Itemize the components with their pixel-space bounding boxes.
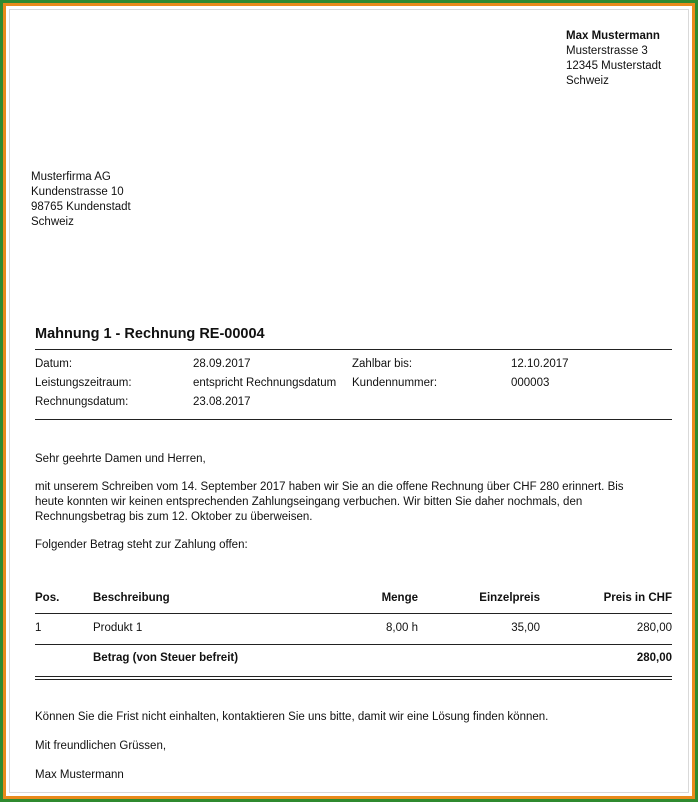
header-total: Preis in CHF xyxy=(603,592,672,604)
sender-street: Musterstrasse 3 xyxy=(566,45,648,57)
sum-label: Betrag (von Steuer befreit) xyxy=(93,652,239,664)
meta-label: Leistungszeitraum: xyxy=(35,377,132,389)
payment-intro: Folgender Betrag steht zur Zahlung offen: xyxy=(35,539,248,551)
invoice-meta xyxy=(35,357,672,414)
letter-paragraph xyxy=(35,480,672,525)
cell-pos: 1 xyxy=(35,622,42,634)
sender-name: Max Mustermann xyxy=(566,30,660,42)
header-unit-price: Einzelpreis xyxy=(479,592,540,604)
meta-value: 23.08.2017 xyxy=(193,396,251,408)
meta-value: 28.09.2017 xyxy=(193,358,251,370)
meta-row xyxy=(35,395,672,414)
paragraph-line: Rechnungsbetrag bis zum 12. Oktober zu überweisen. xyxy=(35,511,313,523)
table-sum-divider-top xyxy=(35,676,672,677)
paragraph-line: heute konnten wir keinen entsprechenden Zahlungseingang verbuchen. Wir bitten Sie daher nochmals, den xyxy=(35,496,583,508)
table-sum-divider-bottom xyxy=(35,679,672,680)
document-title: Mahnung 1 - Rechnung RE-00004 xyxy=(35,326,265,342)
meta-label: Datum: xyxy=(35,358,73,370)
greeting: Mit freundlichen Grüssen, xyxy=(35,740,167,752)
table-row xyxy=(35,621,672,651)
sender-city: 12345 Musterstadt xyxy=(566,60,662,72)
sender-address xyxy=(566,29,661,89)
signature: Max Mustermann xyxy=(35,769,124,781)
recipient-street: Kundenstrasse 10 xyxy=(31,186,124,198)
sum-value: 280,00 xyxy=(636,652,672,664)
meta-row xyxy=(35,357,672,376)
cell-description: Produkt 1 xyxy=(93,622,143,634)
title-divider xyxy=(35,349,672,350)
cell-total: 280,00 xyxy=(636,622,672,634)
header-quantity: Menge xyxy=(381,592,418,604)
recipient-country: Schweiz xyxy=(31,216,74,228)
table-header-row xyxy=(35,591,672,621)
table-row-divider xyxy=(35,644,672,645)
meta-row xyxy=(35,376,672,395)
cell-unit-price: 35,00 xyxy=(511,622,540,634)
meta-label: Zahlbar bis: xyxy=(352,358,413,370)
salutation: Sehr geehrte Damen und Herren, xyxy=(35,453,206,465)
recipient-city: 98765 Kundenstadt xyxy=(31,201,131,213)
meta-label: Kundennummer: xyxy=(352,377,438,389)
table-header-divider xyxy=(35,613,672,614)
cell-quantity: 8,00 h xyxy=(386,622,418,634)
recipient-address xyxy=(31,170,131,230)
paragraph-line: mit unserem Schreiben vom 14. September 2017 haben wir Sie an die offene Rechnung über CHF 280 erinnert. Bis xyxy=(35,481,624,493)
invoice-table xyxy=(35,591,672,681)
closing-note: Können Sie die Frist nicht einhalten, kontaktieren Sie uns bitte, damit wir eine Lösung finden können. xyxy=(35,711,549,723)
meta-label: Rechnungsdatum: xyxy=(35,396,129,408)
meta-value: 000003 xyxy=(511,377,550,389)
meta-value: entspricht Rechnungsdatum xyxy=(193,377,337,389)
sender-country: Schweiz xyxy=(566,75,609,87)
meta-divider xyxy=(35,419,672,420)
meta-value: 12.10.2017 xyxy=(511,358,569,370)
recipient-company: Musterfirma AG xyxy=(31,171,111,183)
header-description: Beschreibung xyxy=(93,592,170,604)
header-pos: Pos. xyxy=(35,592,60,604)
